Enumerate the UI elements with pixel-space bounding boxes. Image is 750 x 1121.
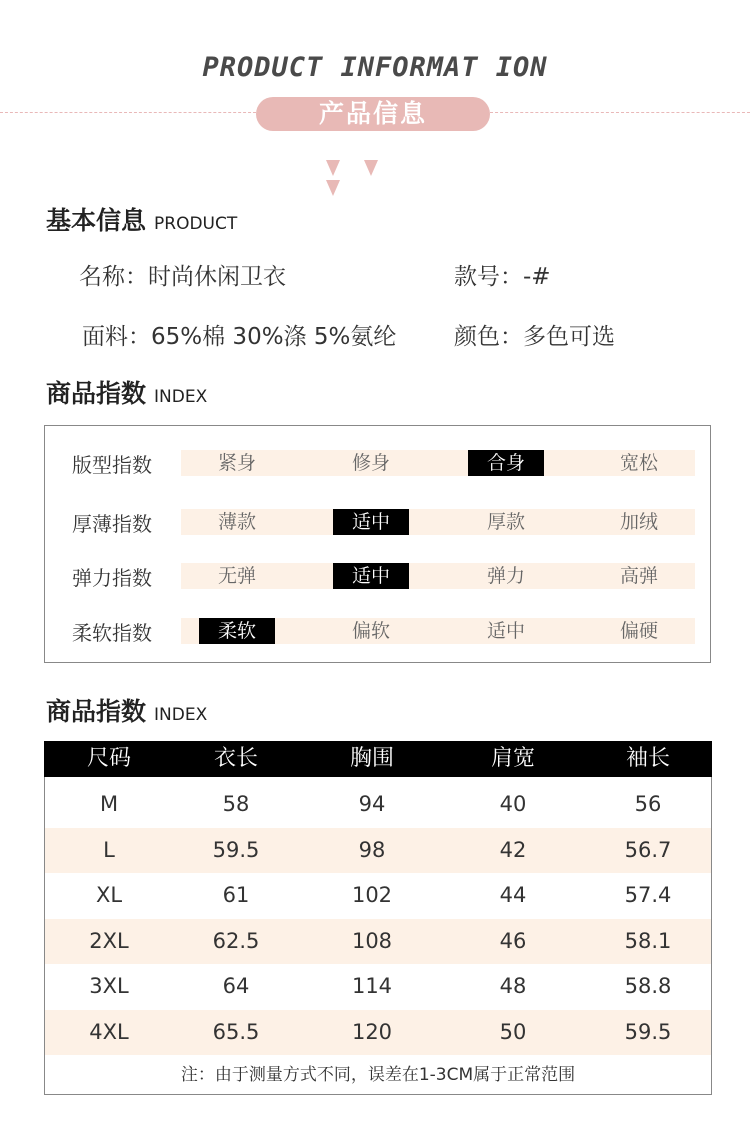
table-row: [45, 782, 711, 827]
table-cell: M: [99, 792, 119, 816]
color-option: 颜色：多色可选: [454, 324, 615, 350]
table-cell: 50: [499, 1020, 527, 1044]
table-cell: 58.8: [624, 974, 672, 998]
index-option: 无弹: [217, 565, 256, 587]
table-cell: 65.5: [212, 1020, 260, 1044]
table-cell: 59.5: [624, 1020, 672, 1044]
table-cell: L: [103, 838, 115, 862]
index-subtitle: INDEX: [154, 387, 208, 407]
index-title: 商品指数: [46, 379, 147, 408]
table-cell: 58: [222, 792, 250, 816]
index-row-label: 厚薄指数: [72, 512, 152, 536]
triangle-icon: [326, 180, 340, 196]
index-option: 宽松: [619, 452, 658, 474]
table-row: [45, 964, 711, 1009]
size-title: 商品指数: [46, 697, 147, 726]
index-option: 修身: [351, 452, 390, 474]
basic-info-subtitle: PRODUCT: [154, 214, 238, 234]
index-option: 加绒: [619, 511, 658, 533]
header-title: PRODUCT INFORMAT ION: [202, 52, 548, 83]
table-cell: 120: [351, 1020, 393, 1044]
column-header: 衣长: [213, 746, 258, 771]
size-heading: [46, 692, 207, 728]
table-row: [45, 919, 711, 964]
size-subtitle: INDEX: [154, 705, 208, 725]
size-table-header: [44, 741, 712, 777]
table-cell: 59.5: [212, 838, 260, 862]
column-header: 尺码: [86, 746, 131, 771]
index-option: 偏软: [351, 620, 390, 642]
table-cell: XL: [95, 883, 123, 907]
table-cell: 102: [351, 883, 393, 907]
table-cell: 4XL: [89, 1020, 129, 1044]
table-cell: 61: [222, 883, 250, 907]
column-header: 胸围: [349, 746, 394, 771]
column-header: 袖长: [625, 746, 670, 771]
index-row-thickness: [181, 509, 695, 535]
column-header: 肩宽: [490, 746, 535, 771]
table-row: [45, 873, 711, 918]
table-cell: 94: [358, 792, 386, 816]
table-cell: 98: [358, 838, 386, 862]
table-cell: 42: [499, 838, 527, 862]
table-cell: 48: [499, 974, 527, 998]
index-option: 薄款: [217, 511, 256, 533]
index-option: 偏硬: [619, 620, 658, 642]
table-cell: 2XL: [89, 929, 129, 953]
table-cell: 46: [499, 929, 527, 953]
basic-info-title: 基本信息: [46, 206, 147, 235]
table-cell: 3XL: [89, 974, 129, 998]
table-cell: 64: [222, 974, 250, 998]
table-cell: 57.4: [624, 883, 672, 907]
index-heading: [46, 374, 207, 410]
basic-info-heading: [46, 201, 237, 237]
index-option: 紧身: [217, 452, 256, 474]
index-option-selected: 柔软: [199, 618, 275, 644]
section-badge: 产品信息: [256, 97, 490, 131]
table-cell: 108: [351, 929, 393, 953]
table-cell: 40: [499, 792, 527, 816]
table-cell: 44: [499, 883, 527, 907]
table-cell: 58.1: [624, 929, 672, 953]
index-row-label: 柔软指数: [72, 621, 152, 645]
index-option-selected: 合身: [468, 450, 544, 476]
divider-right: [490, 112, 750, 113]
table-cell: 114: [351, 974, 393, 998]
measurement-note: 注：由于测量方式不同，误差在1-3CM属于正常范围: [180, 1065, 576, 1085]
table-cell: 56.7: [624, 838, 672, 862]
table-cell: 62.5: [212, 929, 260, 953]
index-option: 适中: [486, 620, 525, 642]
index-row-elasticity: [181, 563, 695, 589]
triangle-icon: [326, 160, 340, 176]
index-option: 弹力: [486, 565, 525, 587]
index-option: 厚款: [486, 511, 525, 533]
table-cell: 56: [634, 792, 662, 816]
product-name: 名称：时尚休闲卫衣: [79, 264, 286, 290]
index-row-label: 版型指数: [72, 453, 152, 477]
index-row-softness: [181, 618, 695, 644]
divider-left: [0, 112, 256, 113]
index-row-label: 弹力指数: [72, 566, 152, 590]
triangle-icon: [364, 160, 378, 176]
index-option: 高弹: [619, 565, 658, 587]
index-option-selected: 适中: [333, 509, 409, 535]
fabric: 面料：65%棉 30%涤 5%氨纶: [82, 324, 397, 350]
table-row: [45, 1010, 711, 1055]
table-row: [45, 828, 711, 873]
decorative-triangles: [326, 160, 426, 180]
index-row-fit: [181, 450, 695, 476]
index-option-selected: 适中: [333, 563, 409, 589]
style-number: 款号：-#: [454, 264, 551, 290]
